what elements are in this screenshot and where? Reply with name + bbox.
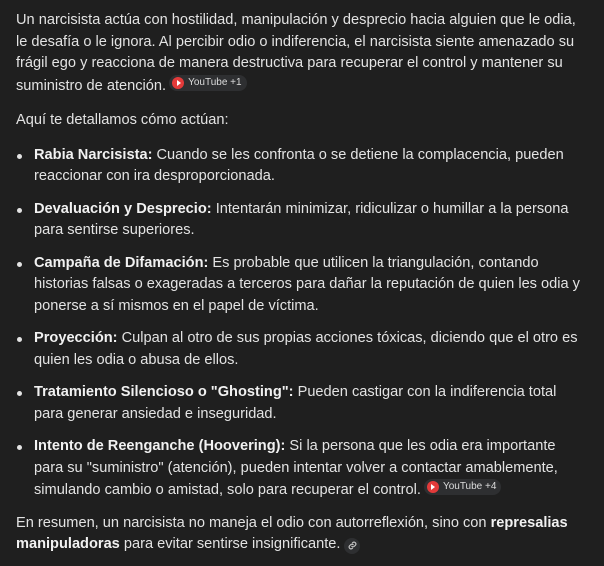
list-item-title: Proyección: — [34, 330, 118, 346]
bullet-icon — [17, 262, 22, 267]
list-item-text: Intentarán minimizar, ridiculizar o humillar a la persona para sentirse superiores. — [34, 200, 569, 238]
bullet-icon — [17, 445, 22, 450]
list-item — [16, 436, 588, 502]
source-chip-label: YouTube +4 — [442, 481, 497, 492]
link-icon — [348, 541, 357, 550]
summary-bold-text: represalias manipuladoras — [16, 514, 568, 552]
list-item-title: Rabia Narcisista: — [34, 146, 153, 163]
bullet-icon — [17, 154, 22, 159]
list-item — [16, 382, 588, 425]
list-item-title: Intento de Reenganche (Hoovering): — [34, 438, 286, 454]
bullet-icon — [17, 208, 22, 213]
list-item — [16, 145, 588, 188]
summary-text-before: En resumen, un narcisista no maneja el odio con autorreflexión, sino con — [16, 514, 491, 531]
intro-text: Un narcisista actúa con hostilidad, manipulación y desprecio hacia alguien que le odia, le desafía o le ignora. Al percibir odio o indiferencia, el narcisista siente amenazado su frágil ego y reacciona de manera destructiva para recuperar el control y mantener su suministro de atención. — [16, 12, 576, 94]
list-item-text: Si la persona que les odia era importante para su "suministro" (atención), pueden intentar volver a contactar amablemente, simulando cambio o amistad, solo para recuperar el control. — [34, 438, 558, 498]
list-item-text: Pueden castigar con la indiferencia total para generar ansiedad e inseguridad. — [34, 384, 557, 422]
list-item — [16, 253, 588, 318]
bullet-icon — [17, 391, 22, 396]
source-chip-label: YouTube +1 — [188, 76, 242, 88]
youtube-icon — [427, 481, 439, 493]
summary-paragraph — [16, 513, 588, 556]
source-link-button[interactable] — [344, 538, 360, 554]
list-item-text: Cuando se les confronta o se detiene la complacencia, pueden reaccionar con ira desproporcionada. — [34, 146, 564, 184]
list-item-title: Tratamiento Silencioso o "Ghosting": — [34, 384, 294, 400]
source-chip-youtube[interactable] — [424, 479, 501, 495]
summary-text-after: para evitar sentirse insignificante. — [119, 536, 341, 552]
youtube-icon — [172, 77, 184, 89]
bullet-icon — [17, 337, 22, 342]
list-item-title: Campaña de Difamación: — [34, 254, 209, 271]
list-item-text: Culpan al otro de sus propias acciones tóxicas, diciendo que el otro es quien les odia o abusa de ellos. — [34, 330, 578, 368]
list-item — [16, 199, 588, 242]
behavior-list — [16, 145, 588, 502]
list-lead-text: Aquí te detallamos cómo actúan: — [16, 112, 229, 128]
intro-paragraph — [16, 10, 588, 97]
list-item-title: Devaluación y Desprecio: — [34, 200, 212, 217]
list-item-text: Es probable que utilicen la triangulación, contando historias falsas o exageradas a terceros para dañar la reputación de quien les odia y ponerse a sí mismos en el papel de víctima. — [34, 254, 580, 314]
list-item — [16, 328, 588, 371]
source-chip-youtube[interactable] — [169, 75, 246, 91]
